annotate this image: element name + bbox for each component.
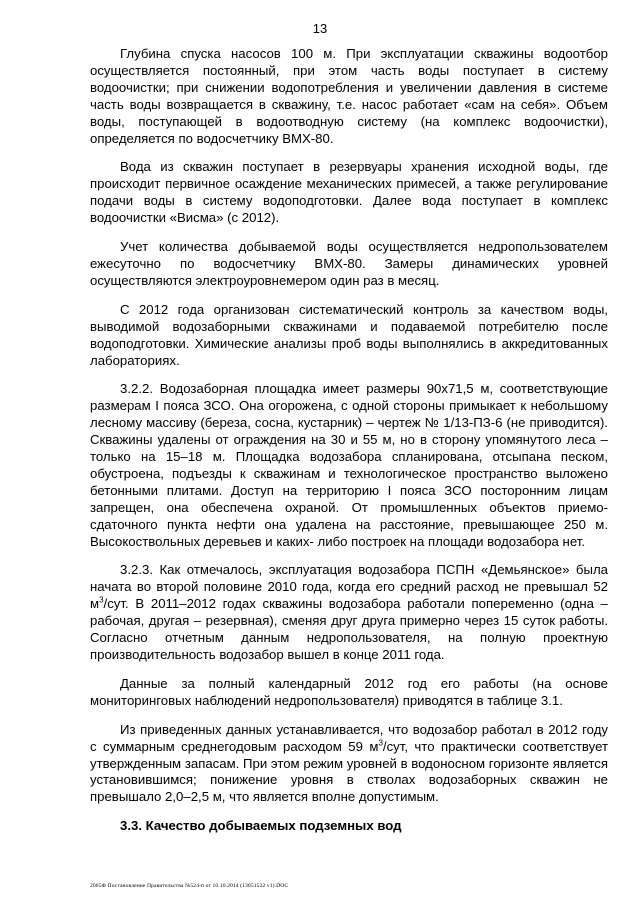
paragraph-text: /сут, что практически соответствует утвержденным запасам. При этом режим уровней в водоносном горизонте является установившимся; понижение уровня в стволах водозаборных скважин не превышало 2,0–2,5 м, что является вполне допустимым.	[90, 738, 609, 805]
paragraph-text: /сут. В 2011–2012 годах скважины водозабора работали попеременно (одна – рабочая, другая – резервная), сменяя друг друга примерно через 15 суток работы. Согласно отчетным данным недропользователя, на полную проектную производительность водозабор вышел в конце 2011 года.	[90, 596, 608, 662]
paragraph	[90, 722, 608, 807]
document-body	[90, 46, 608, 835]
superscript: 3	[378, 738, 383, 748]
section-heading: 3.3. Качество добываемых подземных вод	[120, 818, 402, 834]
paragraph-3-2-2: 3.2.2. Водозаборная площадка имеет размеры 90х71,5 м, соответствующие размерам I пояса ЗСО. Она огорожена, с одной стороны примыкает к небольшому лесному массиву (береза, сосна, кустарник) – чертеж № 1/13-ПЗ-6 (не приводится). Скважины удалены от ограждения на 30 и 55 м, но в сторону упомянутого леса – только на 15–18 м. Площадка водозабора спланирована, отсыпана песком, обустроена, подъезды к скважинам и технологическое пространство выложено бетонными плитами. Доступ на территорию I пояса ЗСО посторонним лицам запрещен, она обеспечена охраной. От промышленных объектов приемо-сдаточного пункта нефти она удалена на расстояние, превышающее 250 м. Высокоствольных деревьев и каких- либо построек на площади водозабора нет.	[90, 381, 608, 549]
paragraph: Данные за полный календарный 2012 год его работы (на основе мониторинговых наблюдений недропользователя) приводятся в таблице 3.1.	[90, 675, 608, 708]
paragraph: С 2012 года организован систематический контроль за качеством воды, выводимой водозаборными скважинами и подаваемой потребителю после водоподготовки. Химические анализы проб воды выполнялись в аккредитованных лабораториях.	[90, 301, 608, 368]
footer: 2005Ф Постановление Правительства №524-п от 10.10.2014 (13051522 v1).DOC	[90, 883, 289, 889]
paragraph-text: 3.2.3. Как отмечалось, эксплуатация водозабора ПСПН «Демьянское» была начата во второй половине 2010 года, когда его средний расход не превышал 52 м	[90, 562, 608, 612]
paragraph: Глубина спуска насосов 100 м. При эксплуатации скважины водоотбор осуществляется постоянный, при этом часть воды поступает в систему водоочистки; при снижении водопотребления и увеличении давления в системе часть воды возвращается в скважину, т.е. насос работает «сам на себя». Объем воды, поступающей в водоотводную систему (на комплекс водоочистки), определяется по водосчетчику ВМХ-80.	[90, 46, 608, 146]
paragraph-text: Из приведенных данных устанавливается, что водозабор работал в 2012 году с суммарным среднегодовым расходом 59 м	[90, 721, 608, 754]
page-number: 13	[312, 21, 328, 36]
superscript: 3	[99, 595, 104, 605]
paragraph: Вода из скважин поступает в резервуары хранения исходной воды, где происходит первичное осаждение механических примесей, а также регулирование подачи воды в систему водоподготовки. Далее вода поступает в комплекс водоочистки «Висма» (с 2012).	[90, 159, 608, 226]
paragraph: Учет количества добываемой воды осуществляется недропользователем ежесуточно по водосчетчику ВМХ-80. Замеры динамических уровней осуществляются электроуровнемером один раз в месяц.	[90, 239, 608, 288]
paragraph-3-2-3	[90, 562, 608, 663]
